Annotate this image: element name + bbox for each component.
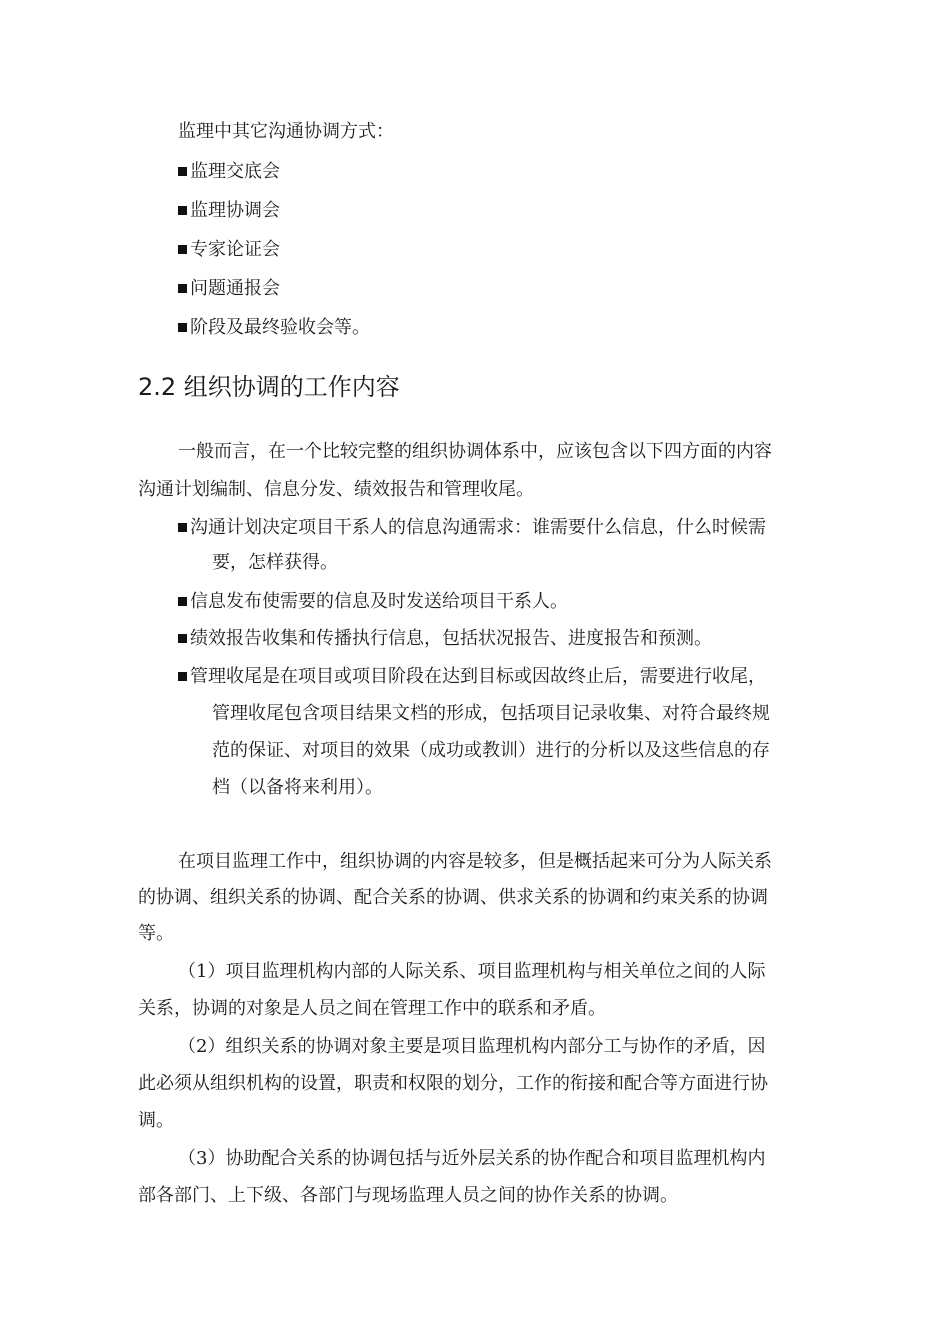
bullet-square-icon [178, 523, 187, 532]
bullet-square-icon [178, 634, 187, 643]
bullet-square-icon [178, 206, 187, 215]
bullet-square-icon [178, 245, 187, 254]
content-bullet-continuation: 管理收尾包含项目结果文档的形成，包括项目记录收集、对符合最终规 [212, 703, 770, 724]
content-bullet-continuation: 要，怎样获得。 [212, 552, 338, 573]
content-bullet: 管理收尾是在项目或项目阶段在达到目标或因故终止后，需要进行收尾， [178, 665, 766, 689]
bullet-square-icon [178, 597, 187, 606]
paragraph-line: （1）项目监理机构内部的人际关系、项目监理机构与相关单位之间的人际 [178, 961, 766, 982]
paragraph-line: 调。 [138, 1110, 174, 1131]
paragraph-line: （3）协助配合关系的协调包括与近外层关系的协作配合和项目监理机构内 [178, 1148, 766, 1169]
content-bullet-continuation: 范的保证、对项目的效果（成功或教训）进行的分析以及这些信息的存 [212, 740, 770, 761]
method-item: 监理协调会 [178, 199, 280, 223]
bullet-square-icon [178, 672, 187, 681]
paragraph-line: 此必须从组织机构的设置，职责和权限的划分，工作的衔接和配合等方面进行协 [138, 1073, 768, 1094]
section-heading: 2.2 组织协调的工作内容 [138, 373, 400, 401]
bullet-square-icon [178, 323, 187, 332]
paragraph-line: 在项目监理工作中，组织协调的内容是较多，但是概括起来可分为人际关系 [178, 851, 772, 872]
method-item: 监理交底会 [178, 160, 280, 184]
content-bullet: 绩效报告收集和传播执行信息，包括状况报告、进度报告和预测。 [178, 627, 712, 651]
paragraph-line: 部各部门、上下级、各部门与现场监理人员之间的协作关系的协调。 [138, 1185, 678, 1206]
content-bullet: 信息发布使需要的信息及时发送给项目干系人。 [178, 590, 568, 614]
paragraph-line: （2）组织关系的协调对象主要是项目监理机构内部分工与协作的矛盾，因 [178, 1036, 766, 1057]
method-item: 阶段及最终验收会等。 [178, 316, 370, 340]
paragraph-line: 关系，协调的对象是人员之间在管理工作中的联系和矛盾。 [138, 998, 606, 1019]
method-item: 问题通报会 [178, 277, 280, 301]
section-intro-line: 沟通计划编制、信息分发、绩效报告和管理收尾。 [138, 479, 534, 500]
paragraph-line: 的协调、组织关系的协调、配合关系的协调、供求关系的协调和约束关系的协调 [138, 887, 768, 908]
methods-intro: 监理中其它沟通协调方式： [178, 121, 394, 142]
bullet-square-icon [178, 167, 187, 176]
section-intro-line: 一般而言，在一个比较完整的组织协调体系中，应该包含以下四方面的内容 [178, 441, 772, 462]
paragraph-line: 等。 [138, 923, 174, 944]
content-bullet: 沟通计划决定项目干系人的信息沟通需求：谁需要什么信息，什么时候需 [178, 516, 766, 540]
method-item: 专家论证会 [178, 238, 280, 262]
bullet-square-icon [178, 284, 187, 293]
content-bullet-continuation: 档（以备将来利用）。 [212, 777, 383, 798]
